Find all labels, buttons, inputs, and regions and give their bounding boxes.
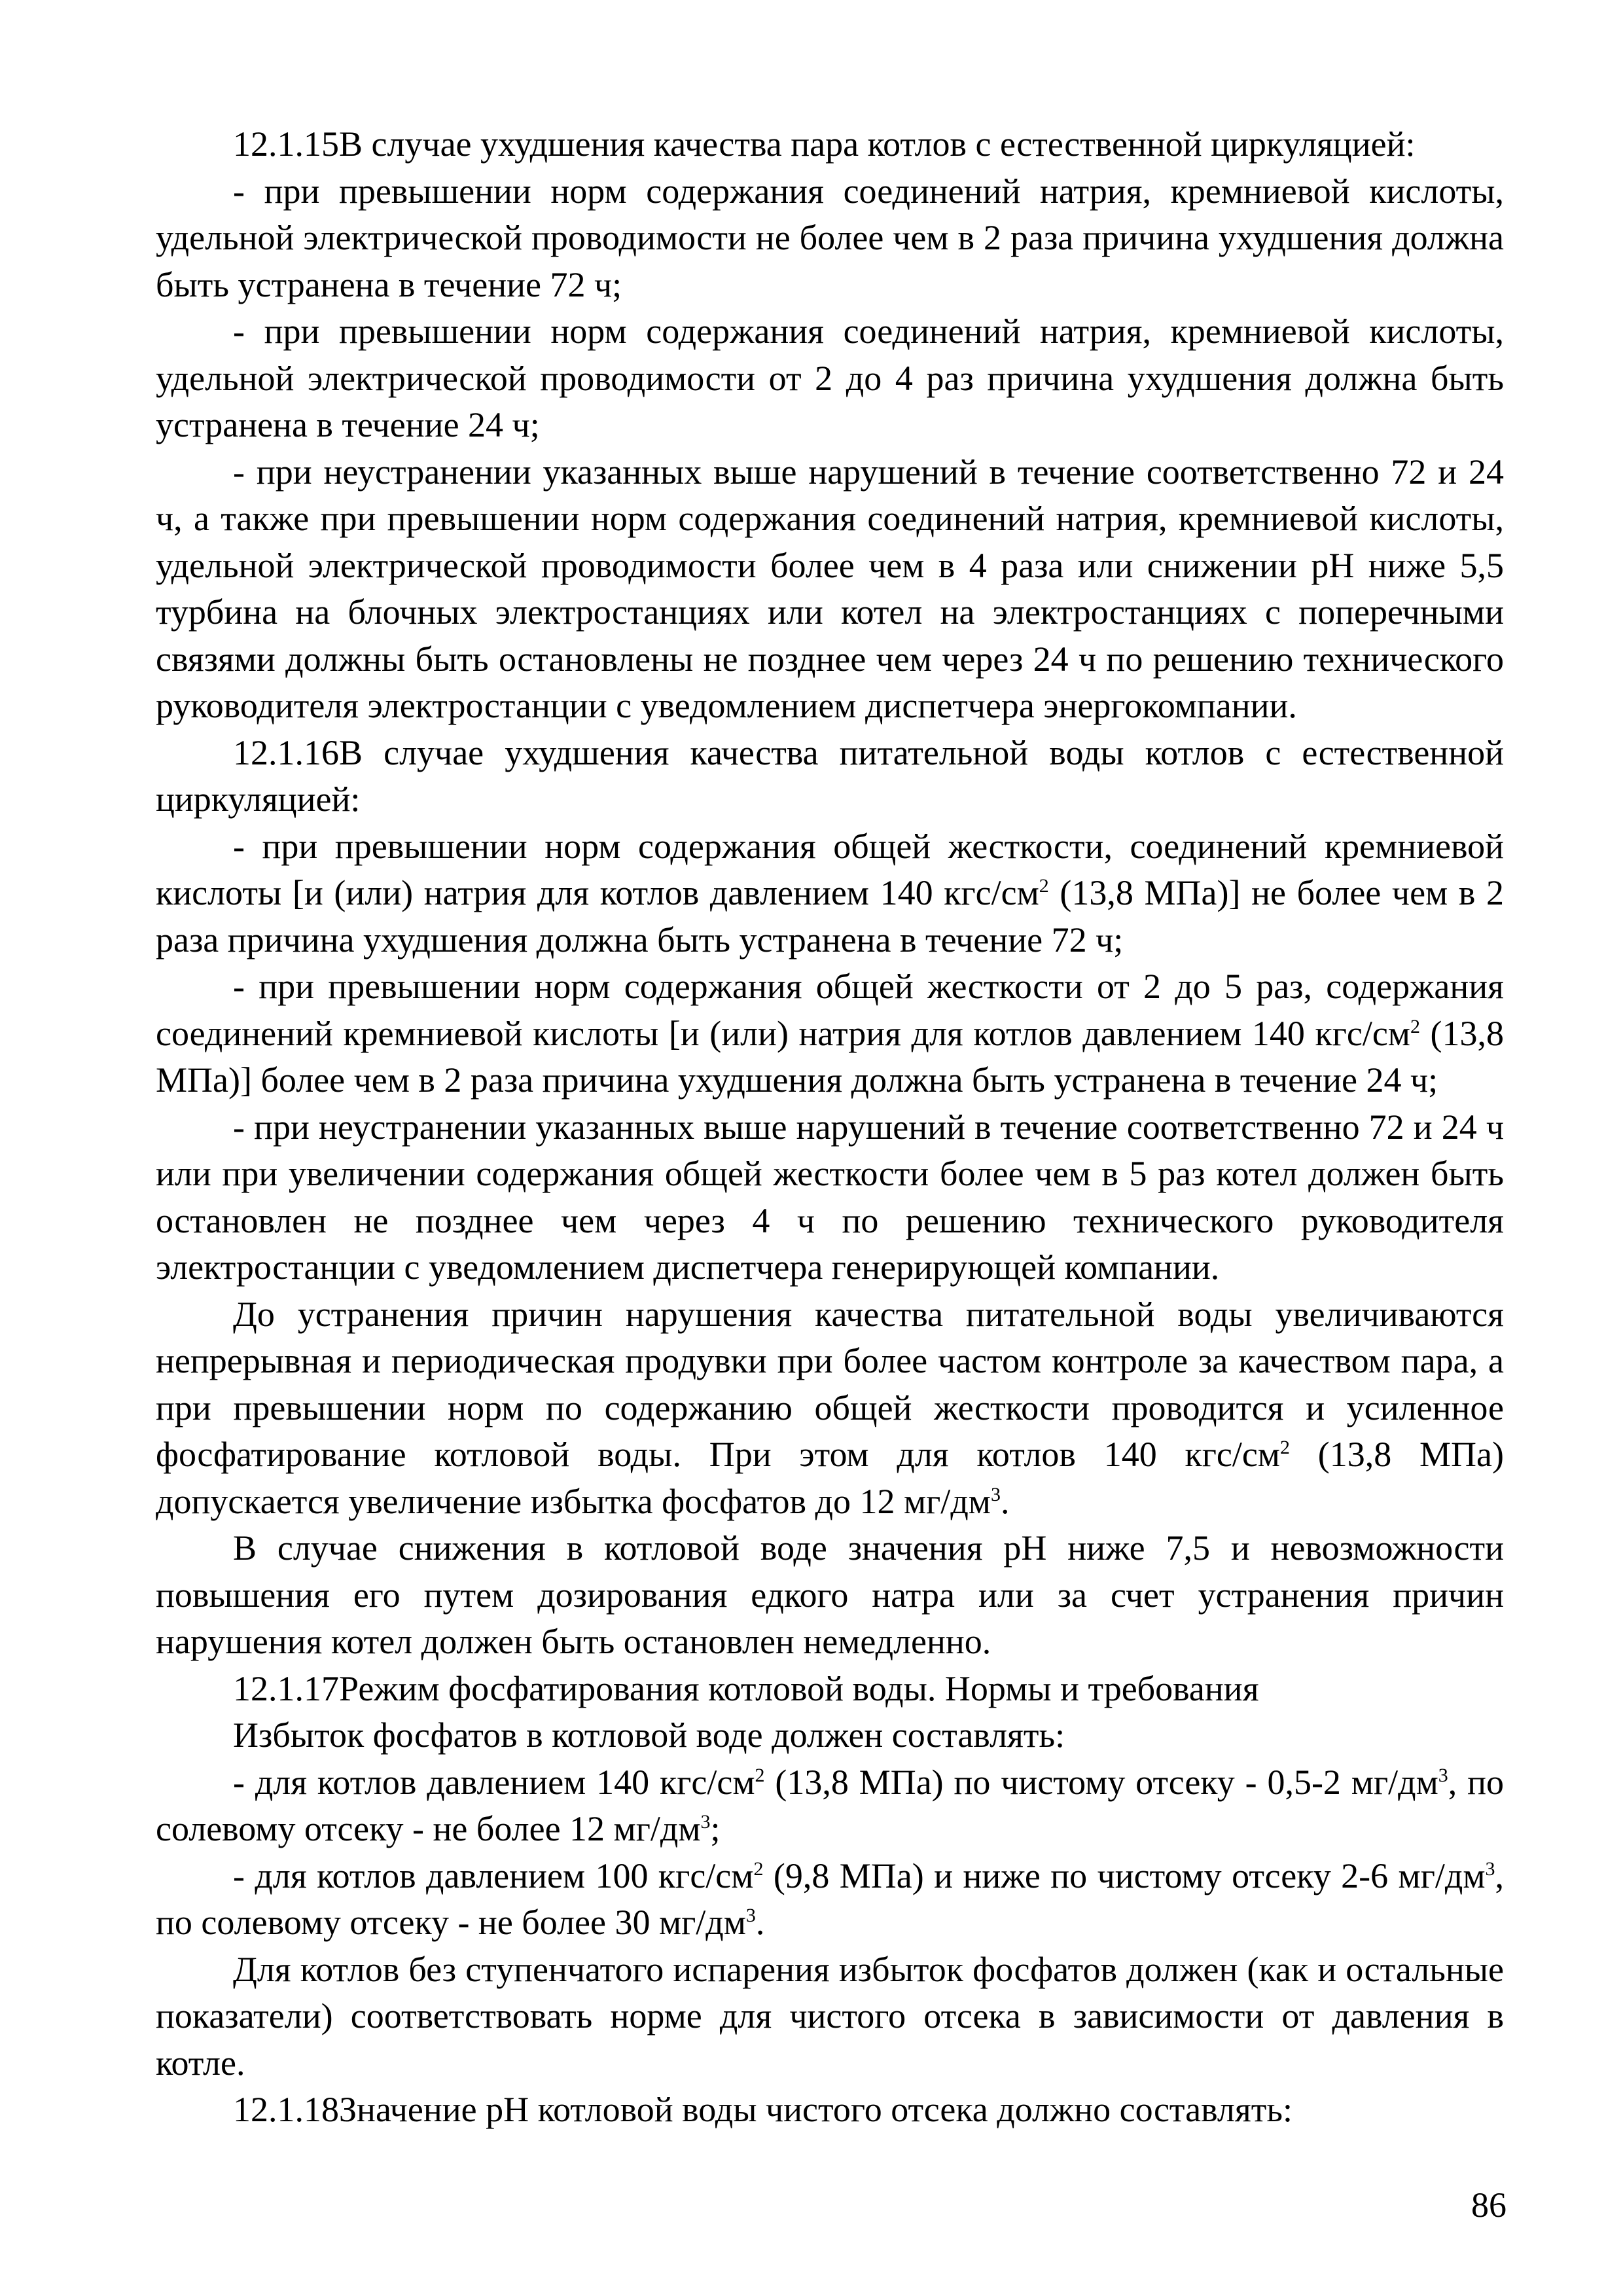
superscript: 3 — [745, 1905, 756, 1926]
superscript: 2 — [755, 1764, 765, 1786]
paragraph-phosphate-excess: Избыток фосфатов в котловой воде должен составлять: — [233, 1715, 1065, 1755]
page-number: 86 — [1471, 2185, 1507, 2225]
list-item-phosphate-100: - для котлов давлением 100 кгс/$см^2$ (9,8 МПа) и ниже по чистому отсеку 2-6 $мг/дм^3$, по солевому отсеку - не более 30 $мг/дм^3$. — [156, 1856, 1504, 1942]
paragraph-12-1-15: 12.1.15В случае ухудшения качества пара котлов с естественной циркуляцией: — [233, 124, 1416, 164]
list-item-sodium-2-4x: - при превышении норм содержания соединений натрия, кремниевой кислоты, удельной электрической проводимости от 2 до 4 раз причина ухудшения должна быть устранена в течение 24 ч; — [156, 312, 1504, 444]
list-item-hardness-2-5x: - при превышении норм содержания общей жесткости от 2 до 5 раз, содержания соединений кремниевой кислоты [и (или) натрия для котлов давлением 140 кгс/$см^2$ (13,8 МПа)] более чем в 2 раза причина ухудшения должна быть устранена в течение 24 ч; — [156, 967, 1504, 1100]
superscript: 2 — [1410, 1015, 1420, 1037]
list-item-hardness-2x: - при превышении норм содержания общей жесткости, соединений кремниевой кислоты [и (или) натрия для котлов давлением 140 кгс/$см^2$ (13,8 МПа)] не более чем в 2 раза причина ухудшения должна быть устранена в течение 72 ч; — [156, 826, 1504, 960]
superscript: 3 — [1438, 1764, 1448, 1786]
superscript: 3 — [990, 1483, 1001, 1505]
superscript: 2 — [1039, 875, 1049, 897]
paragraph-blowdown: До устранения причин нарушения качества питательной воды увеличиваются непрерывная и периодическая продувки при более частом контроле за качеством пара, а при превышении норм по содержанию общей жесткости проводится и усиленное фосфатирование котловой воды. При этом для котлов 140 кгс/$см^2$ (13,8 МПа) допускается увеличение избытка фосфатов до 12 $мг/дм^3$. — [156, 1294, 1504, 1521]
list-item-sodium-2x: - при превышении норм содержания соединений натрия, кремниевой кислоты, удельной электрической проводимости не более чем в 2 раза причина ухудшения должна быть устранена в течение 72 ч; — [156, 171, 1504, 304]
paragraph-12-1-17: 12.1.17Режим фосфатирования котловой воды. Нормы и требования — [233, 1668, 1259, 1708]
paragraph-12-1-18: 12.1.18Значение рН котловой воды чистого отсека должно составлять: — [233, 2090, 1293, 2129]
superscript: 3 — [700, 1811, 711, 1833]
list-item-shutdown-feedwater: - при неустранении указанных выше нарушений в течение соответственно 72 и 24 ч или при увеличении содержания общей жесткости более чем в 5 раз котел должен быть остановлен не позднее чем через 4 ч по решению технического руководителя электростанции с уведомлением диспетчера генерирующей компании. — [156, 1107, 1504, 1287]
superscript: 2 — [753, 1857, 764, 1880]
paragraph-no-stage-evaporation: Для котлов без ступенчатого испарения избыток фосфатов должен (как и остальные показатели) соответствовать норме для чистого отсека в зависимости от давления в котле. — [156, 1949, 1504, 2083]
list-item-phosphate-140: - для котлов давлением 140 кгс/$см^2$ (13,8 МПа) по чистому отсеку - 0,5-2 $мг/дм^3$, по солевому отсеку - не более 12 $мг/дм^3$; — [156, 1762, 1504, 1848]
paragraph-12-1-16: 12.1.16В случае ухудшения качества питательной воды котлов с естественной циркуляцией: — [156, 732, 1504, 819]
document-body — [156, 121, 1504, 2134]
superscript: 3 — [1485, 1857, 1495, 1880]
superscript: 2 — [1279, 1437, 1290, 1458]
list-item-shutdown-steam: - при неустранении указанных выше нарушений в течение соответственно 72 и 24 ч, а также при превышении норм содержания соединений натрия, кремниевой кислоты, удельной электрической проводимости более чем в 4 раза или снижении рН ниже 5,5 турбина на блочных электростанциях или котел на электростанциях с поперечными связями должны быть остановлены не позднее чем через 24 ч по решению технического руководителя электростанции с уведомлением диспетчера энергокомпании. — [156, 452, 1504, 725]
paragraph-ph-drop: В случае снижения в котловой воде значения рН ниже 7,5 и невозможности повышения его путем дозирования едкого натра или за счет устранения причин нарушения котел должен быть остановлен немедленно. — [156, 1528, 1504, 1661]
